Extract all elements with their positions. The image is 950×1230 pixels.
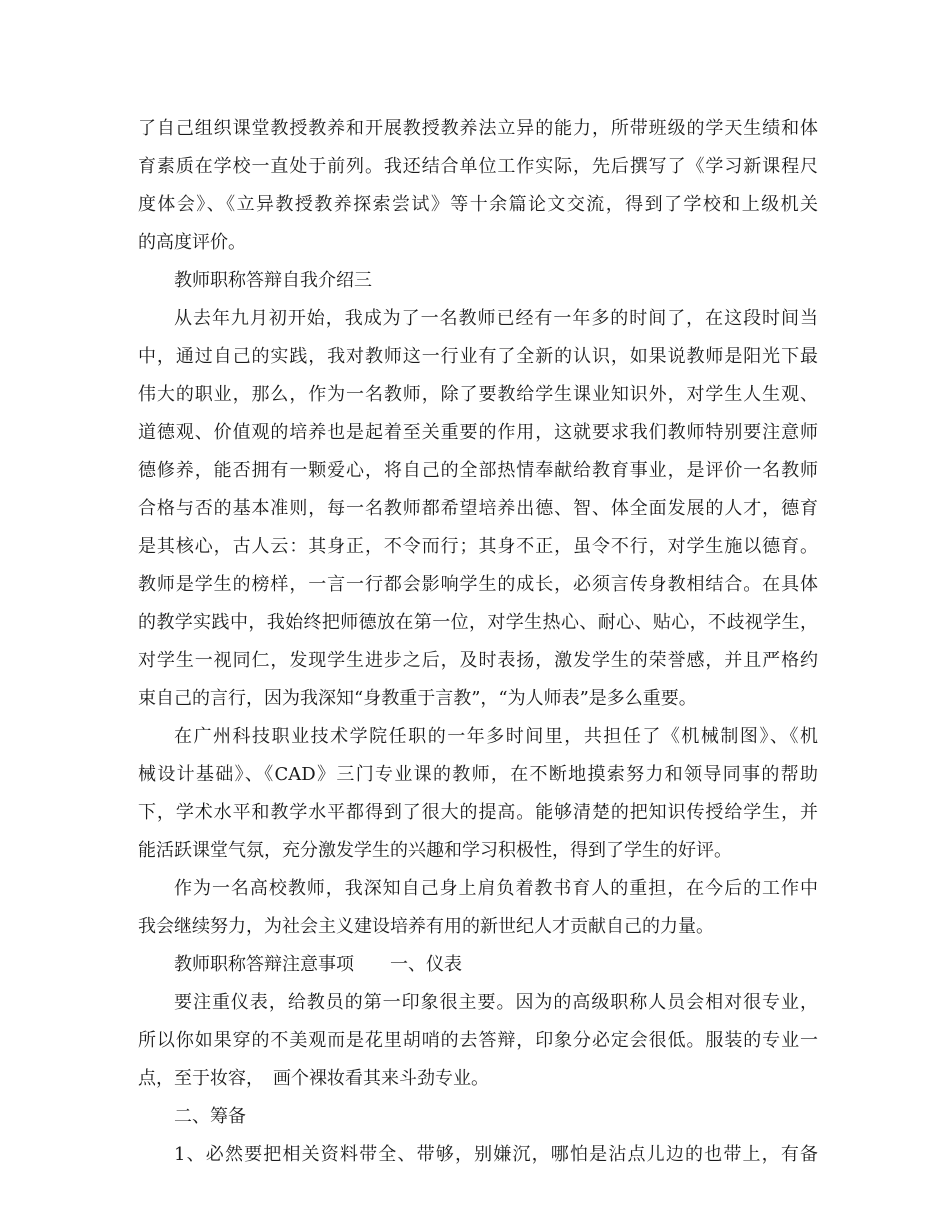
- text-line: 教师职称答辩注意事项 一、仪表: [174, 954, 462, 975]
- text-line: 中，通过自己的实践，我对教师这一行业有了全新的认识，如果说教师是阳光下最: [138, 346, 818, 367]
- text-line: 能活跃课堂气氛，充分激发学生的兴趣和学习积极性，得到了学生的好评。: [138, 840, 732, 861]
- text-line: 度体会》、《立异教授教养探索尝试》等十余篇论文交流，得到了学校和上级机关: [138, 194, 818, 215]
- text-line: 点，至于妆容， 画个裸妆看其来斗劲专业。: [138, 1068, 489, 1089]
- text-line: 二、筹备: [174, 1106, 246, 1127]
- text-line: 教师职称答辩自我介绍三: [174, 270, 372, 291]
- text-line: 束自己的言行，因为我深知“身教重于言教”，“为人师表”是多么重要。: [138, 688, 697, 709]
- text-line: 德修养，能否拥有一颗爱心，将自己的全部热情奉献给教育事业，是评价一名教师: [138, 460, 818, 481]
- text-line: 对学生一视同仁，发现学生进步之后，及时表扬，激发学生的荣誉感，并且严格约: [138, 650, 818, 671]
- text-line: 教师是学生的榜样，一言一行都会影响学生的成长，必须言传身教相结合。在具体: [138, 574, 818, 595]
- text-line: 所以你如果穿的不美观而是花里胡哨的去答辩，印象分必定会很低。服装的专业一: [138, 1030, 818, 1051]
- text-line: 的教学实践中，我始终把师德放在第一位，对学生热心、耐心、贴心，不歧视学生，: [138, 612, 818, 633]
- text-line: 伟大的职业，那么，作为一名教师，除了要教给学生课业知识外，对学生人生观、: [138, 384, 818, 405]
- text-line: 下，学术水平和教学水平都得到了很大的提高。能够清楚的把知识传授给学生，并: [138, 802, 818, 823]
- text-line: 从去年九月初开始，我成为了一名教师已经有一年多的时间了，在这段时间当: [174, 308, 818, 329]
- text-line: 是其核心，古人云：其身正，不令而行；其身不正，虽令不行，对学生施以德育。: [138, 536, 818, 557]
- text-line: 合格与否的基本准则，每一名教师都希望培养出德、智、体全面发展的人才，德育: [138, 498, 818, 519]
- text-line: 1、必然要把相关资料带全、带够，别嫌沉，哪怕是沾点儿边的也带上，有备: [174, 1144, 818, 1165]
- text-line: 道德观、价值观的培养也是起着至关重要的作用，这就要求我们教师特别要注意师: [138, 422, 818, 443]
- document-page: [138, 110, 818, 1174]
- text-line: 的高度评价。: [138, 232, 246, 253]
- text-line: 我会继续努力，为社会主义建设培养有用的新世纪人才贡献自己的力量。: [138, 916, 714, 937]
- text-line: 育素质在学校一直处于前列。我还结合单位工作实际，先后撰写了《学习新课程尺: [138, 156, 818, 177]
- text-line: 械设计基础》、《CAD》三门专业课的教师，在不断地摸索努力和领导同事的帮助: [138, 764, 818, 785]
- text-line: 要注重仪表，给教员的第一印象很主要。因为的高级职称人员会相对很专业，: [174, 992, 818, 1013]
- text-line: 作为一名高校教师，我深知自己身上肩负着教书育人的重担，在今后的工作中: [174, 878, 818, 899]
- text-line: 了自己组织课堂教授教养和开展教授教养法立异的能力，所带班级的学天生绩和体: [138, 118, 818, 139]
- text-line: 在广州科技职业技术学院任职的一年多时间里，共担任了《机械制图》、《机: [174, 726, 818, 747]
